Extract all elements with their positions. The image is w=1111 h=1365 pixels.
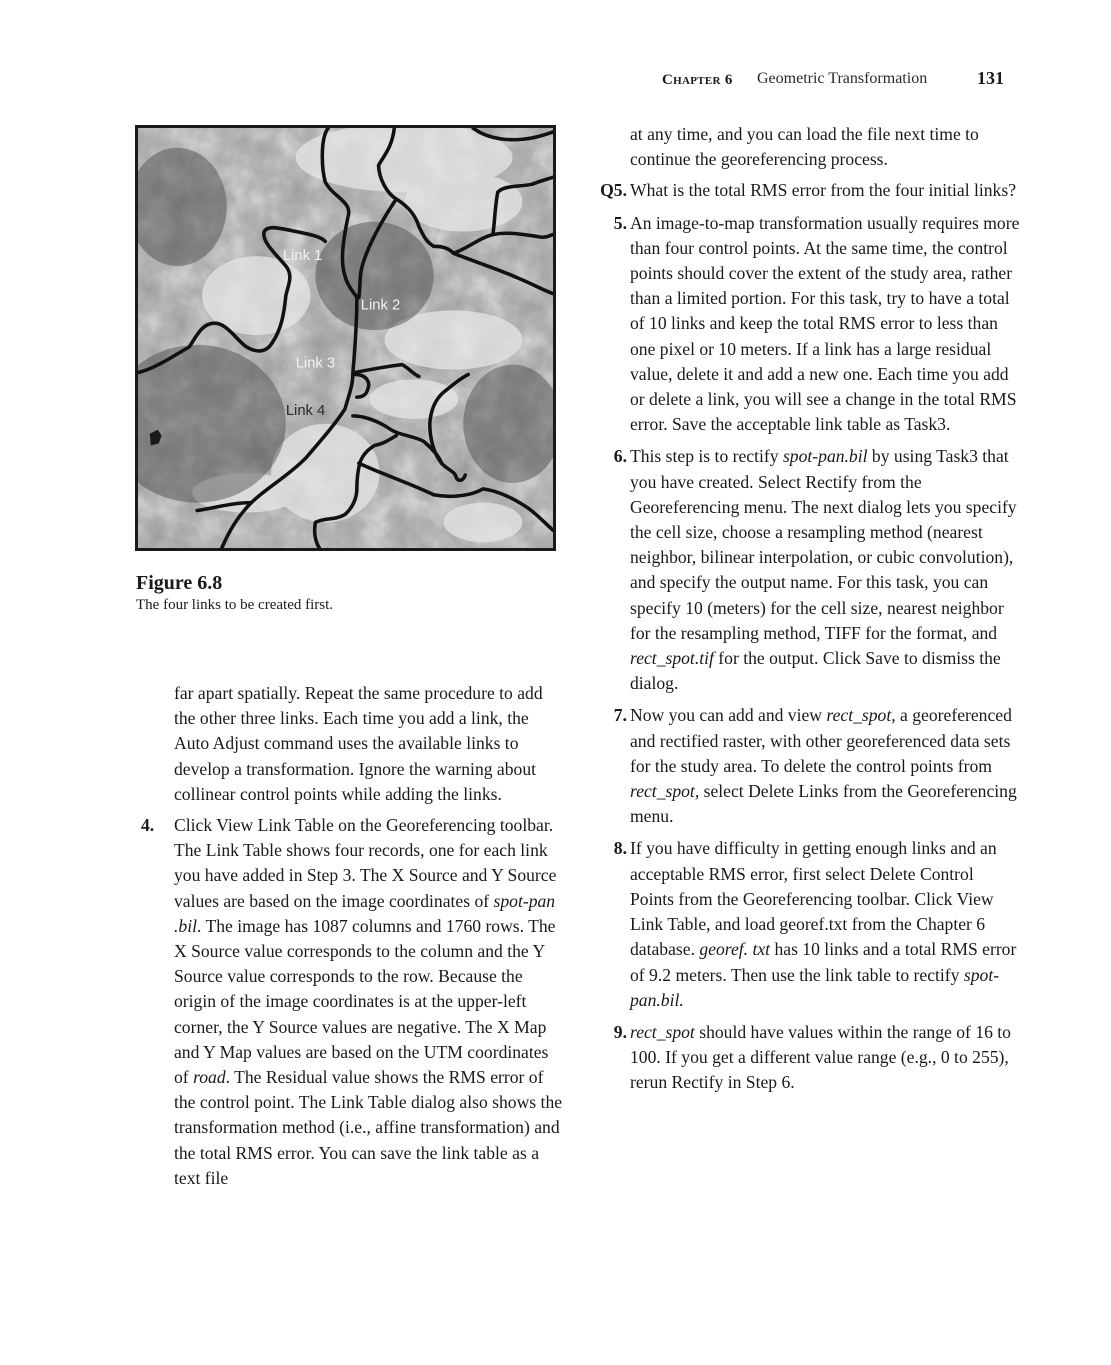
item-marker: Q5. [600,180,627,201]
item-text [630,444,1021,696]
text-run: If you have difficulty in getting enough links and an acceptable RMS error, first select Delete Control Points from the Georeferencing toolbar. Click View Link Table, and load georef.txt from the Chapter 6 database. [630,838,997,960]
text-run: select Delete Links from the Georeferencing menu. [630,781,1017,827]
link-label-2: Link 2 [360,297,401,314]
italic-term: rect_spot [630,1021,695,1042]
figure-number: Figure 6.8 [136,572,223,594]
item-text [630,703,1021,829]
italic-term: spot-pan .bil [174,890,556,936]
step-item [141,813,566,1191]
step-item [593,211,1021,438]
figure-caption-text: The four links to be created first. [136,597,334,613]
step-list [141,813,566,1191]
item-text [630,1020,1021,1096]
text-run: . The Residual value shows the RMS error of the control point. The Link Table dialog also shows the transformation method (i.e., affine transformation) and the total RMS error. You can save the link table as a text file [174,1067,563,1188]
text-run: has 10 links and a total RMS error of 9.2 meters. Then use the link table to rectify [630,939,1017,985]
left-column [141,681,566,1198]
item-text [174,813,566,1191]
text-run: . The image has 1087 columns and 1760 rows. The X Source value corresponds to the column and the Y Source value corresponds to the row. Because the origin of the image coordinates is at the upper-left corner, the Y Source values are negative. The X Map and Y Map values are based on the UTM coordinates of [174,915,556,1088]
text-run: This step is to rectify [630,446,783,467]
item-marker: 4. [141,815,155,836]
item-marker: 5. [613,212,627,233]
figure-caption [136,571,556,615]
item-marker: 6. [613,446,627,467]
item-text [630,211,1021,438]
item-text [630,836,1021,1012]
text-run: by using Task3 that you have created. Select Rectify from the Georeferencing menu. The next dialog lets you specify the cell size, choose a resampling method (nearest neighbor, bilinear interpolation, or cubic convolution), and specify the output name. For this task, you can specify 10 (meters) for the cell size, nearest neighbor for the resampling method, TIFF for the format, and [630,446,1017,643]
text-run: for the output. Click Save to dismiss the dialog. [630,648,1001,694]
figure-image [135,125,556,551]
text-run: What is the total RMS error from the four initial links? [630,180,1017,201]
link-label-3: Link 3 [295,355,336,372]
link-label-1: Link 1 [282,248,323,265]
text-run: Click View Link Table on the Georeferencing toolbar. The Link Table shows four records, one for each link you have added in Step 3. The X Source and Y Source values are based on the image coordinates of [174,815,557,911]
step-list [593,178,1021,1095]
step-item [593,703,1021,829]
italic-term: rect_spot, [630,781,700,802]
item-marker: 7. [613,705,627,726]
step-item [593,444,1021,696]
link-label-4: Link 4 [285,402,326,419]
italic-term: road [193,1067,226,1088]
chapter-label: Chapter 6 [662,72,733,88]
chapter-title: Geometric Transformation [757,70,928,87]
item-marker: 9. [613,1021,627,1042]
italic-term: georef. txt [699,939,771,960]
text-run: Now you can add and view [630,705,827,726]
text-run: An image-to-map transformation usually requires more than four control points. At the same time, the control points should cover the extent of the study area, rather than a limited portion. For this task, try to have a total of 10 links and keep the total RMS error to less than one pixel or 10 meters. If a link has a large residual value, delete it and add a new one. Each time you add or delete a link, you will see a change in the total RMS error. Save the acceptable link table as Task3. [630,212,1020,435]
item-text [630,178,1021,203]
continuation-paragraph: far apart spatially. Repeat the same procedure to add the other three links. Each time you add a link, the Auto Adjust command uses the available links to develop a transformation. Ignore the warning about collinear control points while adding the links. [174,683,543,804]
italic-term: spot-pan.bil [782,446,868,467]
text-run: a georeferenced and rectified raster, with other georeferenced data sets for the study area. To delete the control points from [630,705,1012,776]
text-run: should have values within the range of 16 to 100. If you get a different value range (e.g., 0 to 255), rerun Rectify in Step 6. [630,1021,1011,1093]
right-column [593,122,1021,1103]
item-marker: 8. [613,838,627,859]
question-item [593,178,1021,203]
italic-term: rect_spot.tif [630,648,714,669]
step-item [593,1020,1021,1096]
italic-term: rect_spot, [826,705,896,726]
page-number: 131 [977,68,1004,88]
step-item [593,836,1021,1012]
running-header [0,68,1111,96]
continuation-paragraph: at any time, and you can load the file next time to continue the georeferencing process. [630,124,979,170]
italic-term: spot-pan.bil. [630,964,1000,1010]
satellite-image-with-roads [138,128,553,548]
